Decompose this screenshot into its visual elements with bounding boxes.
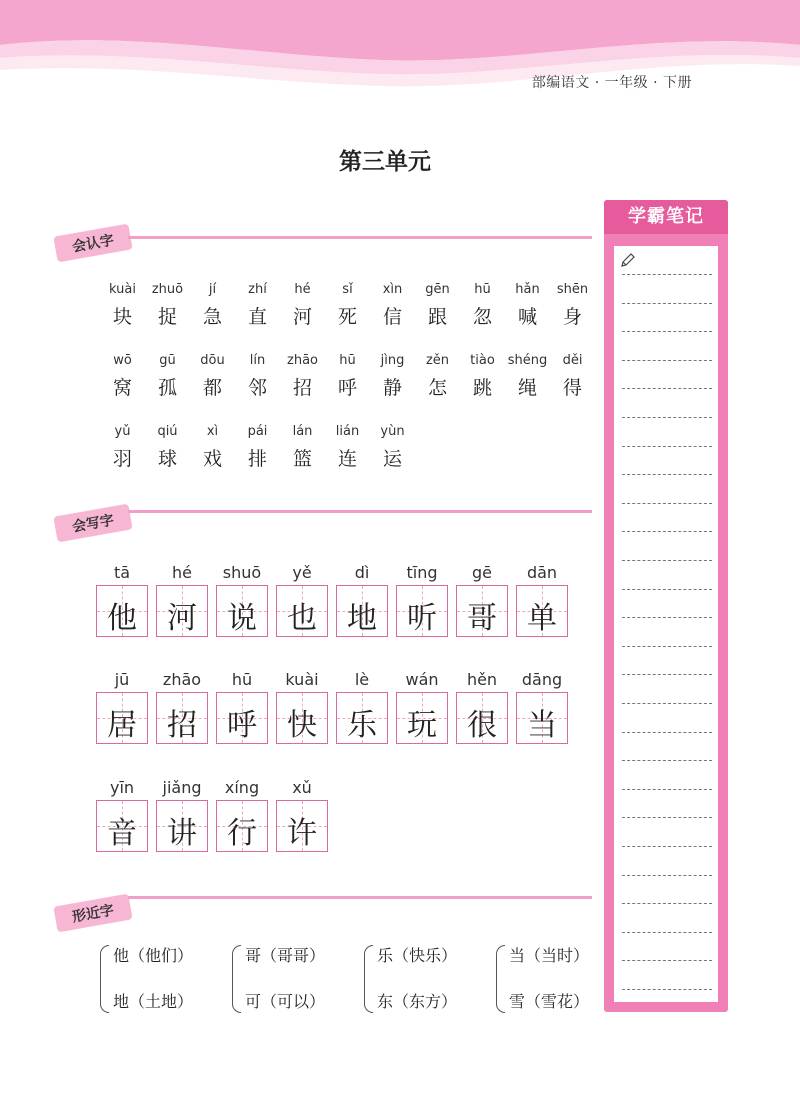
brace bbox=[364, 945, 373, 1013]
recognize-char bbox=[100, 282, 145, 329]
write-char bbox=[96, 670, 148, 744]
pinyin: hū bbox=[231, 670, 253, 689]
tian-grid-box bbox=[456, 692, 508, 744]
hanzi: 直 bbox=[247, 306, 267, 328]
pinyin: dì bbox=[354, 563, 370, 582]
note-line bbox=[622, 589, 712, 590]
hanzi: 运 bbox=[382, 448, 402, 470]
recognize-char bbox=[460, 353, 505, 400]
tian-grid-box bbox=[276, 692, 328, 744]
pinyin: hé bbox=[294, 282, 311, 297]
tian-grid-box bbox=[276, 800, 328, 852]
write-char bbox=[396, 563, 448, 637]
note-line bbox=[622, 417, 712, 418]
hanzi: 急 bbox=[202, 306, 222, 328]
hanzi: 呼 bbox=[337, 377, 357, 399]
note-line bbox=[622, 903, 712, 904]
hanzi: 哥 bbox=[467, 601, 497, 636]
pinyin: hǎn bbox=[515, 282, 540, 297]
write-row bbox=[96, 563, 576, 637]
recognize-char bbox=[370, 282, 415, 329]
hanzi: 捉 bbox=[157, 306, 177, 328]
pinyin: yīn bbox=[109, 778, 135, 797]
note-line bbox=[622, 960, 712, 961]
hanzi: 绳 bbox=[517, 377, 537, 399]
hanzi: 羽 bbox=[112, 448, 132, 470]
write-char bbox=[216, 778, 268, 852]
brace bbox=[232, 945, 241, 1013]
tian-grid-box bbox=[396, 692, 448, 744]
tian-grid-box bbox=[516, 585, 568, 637]
pinyin: yě bbox=[292, 563, 312, 582]
recognize-char bbox=[280, 353, 325, 400]
write-char bbox=[456, 563, 508, 637]
note-line bbox=[622, 674, 712, 675]
pinyin: pái bbox=[247, 424, 268, 439]
hanzi: 静 bbox=[382, 377, 402, 399]
pinyin: yǔ bbox=[114, 424, 131, 439]
hanzi: 行 bbox=[227, 816, 257, 851]
pinyin: dōu bbox=[200, 353, 225, 368]
note-line bbox=[622, 846, 712, 847]
hanzi: 呼 bbox=[227, 708, 257, 743]
recognize-char bbox=[460, 282, 505, 329]
pinyin: lè bbox=[354, 670, 370, 689]
tian-grid-box bbox=[336, 585, 388, 637]
hanzi: 也 bbox=[287, 601, 317, 636]
tian-grid-box bbox=[336, 692, 388, 744]
write-char bbox=[396, 670, 448, 744]
recognize-char bbox=[235, 353, 280, 400]
hanzi: 跟 bbox=[427, 306, 447, 328]
recognize-char bbox=[235, 282, 280, 329]
similar-char-item: 乐（快乐） bbox=[377, 946, 458, 965]
tian-grid-box bbox=[96, 585, 148, 637]
hanzi: 连 bbox=[337, 448, 357, 470]
pinyin: yùn bbox=[380, 424, 405, 439]
note-line bbox=[622, 503, 712, 504]
pinyin: hé bbox=[172, 563, 192, 582]
recognize-char bbox=[415, 282, 460, 329]
write-char bbox=[336, 563, 388, 637]
pinyin: sǐ bbox=[342, 282, 353, 297]
pinyin: jū bbox=[114, 670, 130, 689]
page-title: 第三单元 bbox=[339, 149, 431, 175]
write-char bbox=[216, 670, 268, 744]
similar-char-item: 地（土地） bbox=[113, 992, 194, 1011]
write-char bbox=[96, 778, 148, 852]
note-line bbox=[622, 875, 712, 876]
tian-grid-box bbox=[96, 800, 148, 852]
pinyin: wō bbox=[113, 353, 132, 368]
pinyin: jìng bbox=[380, 353, 405, 368]
notes-paper[interactable] bbox=[614, 246, 718, 1002]
notes-title: 学霸笔记 bbox=[604, 200, 728, 234]
hanzi: 河 bbox=[167, 601, 197, 636]
hanzi: 喊 bbox=[517, 306, 537, 328]
similar-char-item: 当（当时） bbox=[509, 946, 590, 965]
hanzi: 身 bbox=[562, 306, 582, 328]
recognize-char bbox=[325, 353, 370, 400]
recognize-char bbox=[145, 282, 190, 329]
note-line bbox=[622, 331, 712, 332]
recognize-char bbox=[325, 282, 370, 329]
tian-grid-box bbox=[156, 585, 208, 637]
hanzi: 说 bbox=[227, 601, 257, 636]
similar-char-item: 他（他们） bbox=[113, 946, 194, 965]
section-tag-write: 会写字 bbox=[53, 504, 132, 543]
tian-grid-box bbox=[216, 692, 268, 744]
recognize-char bbox=[145, 353, 190, 400]
pinyin: zhāo bbox=[162, 670, 202, 689]
pinyin: gū bbox=[159, 353, 176, 368]
note-line bbox=[622, 446, 712, 447]
tian-grid-box bbox=[156, 692, 208, 744]
hanzi: 球 bbox=[157, 448, 177, 470]
recognize-char bbox=[505, 353, 550, 400]
pinyin: tā bbox=[113, 563, 131, 582]
hanzi: 戏 bbox=[202, 448, 222, 470]
pinyin: shēn bbox=[556, 282, 589, 297]
write-char bbox=[336, 670, 388, 744]
hanzi: 招 bbox=[292, 377, 312, 399]
note-line bbox=[622, 703, 712, 704]
note-line bbox=[622, 531, 712, 532]
note-line bbox=[622, 360, 712, 361]
similar-char-item: 哥（哥哥） bbox=[245, 946, 326, 965]
hanzi: 当 bbox=[527, 708, 557, 743]
similar-char-item: 可（可以） bbox=[245, 992, 326, 1011]
pinyin: lín bbox=[249, 353, 266, 368]
recognize-char bbox=[190, 353, 235, 400]
similar-char-group bbox=[364, 945, 457, 1013]
recognize-char bbox=[325, 424, 370, 471]
recognize-row bbox=[100, 282, 595, 329]
write-char bbox=[96, 563, 148, 637]
hanzi: 听 bbox=[407, 601, 437, 636]
pinyin: shéng bbox=[507, 353, 548, 368]
hanzi: 快 bbox=[287, 708, 317, 743]
notes-panel bbox=[604, 200, 728, 1012]
pinyin: zhí bbox=[248, 282, 267, 297]
recognize-char bbox=[550, 282, 595, 329]
write-char bbox=[156, 563, 208, 637]
section-divider bbox=[128, 896, 592, 899]
recognize-row bbox=[100, 353, 595, 400]
hanzi: 音 bbox=[107, 816, 137, 851]
similar-char-item: 东（东方） bbox=[377, 992, 458, 1011]
section-tag-recognize: 会认字 bbox=[53, 224, 132, 263]
write-char bbox=[276, 778, 328, 852]
tian-grid-box bbox=[216, 800, 268, 852]
pinyin: xǔ bbox=[292, 778, 312, 797]
pinyin: kuài bbox=[285, 670, 319, 689]
hanzi: 招 bbox=[167, 708, 197, 743]
write-char bbox=[276, 563, 328, 637]
pinyin: hū bbox=[474, 282, 491, 297]
pinyin: tiào bbox=[470, 353, 495, 368]
pinyin: lián bbox=[335, 424, 360, 439]
recognize-char bbox=[370, 424, 415, 471]
similar-char-group bbox=[232, 945, 325, 1013]
pencil-icon bbox=[620, 252, 636, 268]
book-info: 部编语文 · 一年级 · 下册 bbox=[531, 75, 692, 91]
pinyin: hū bbox=[339, 353, 356, 368]
pinyin: gē bbox=[472, 563, 492, 582]
pinyin: xìn bbox=[382, 282, 403, 297]
hanzi: 孤 bbox=[157, 377, 177, 399]
pinyin: gēn bbox=[425, 282, 450, 297]
recognize-char bbox=[550, 353, 595, 400]
section-tag-similar: 形近字 bbox=[53, 894, 132, 933]
note-line bbox=[622, 789, 712, 790]
tian-grid-box bbox=[156, 800, 208, 852]
tian-grid-box bbox=[96, 692, 148, 744]
hanzi: 死 bbox=[337, 306, 357, 328]
similar-char-group bbox=[100, 945, 193, 1013]
recognize-char bbox=[280, 424, 325, 471]
tian-grid-box bbox=[276, 585, 328, 637]
hanzi: 排 bbox=[247, 448, 267, 470]
recognize-char bbox=[370, 353, 415, 400]
recognize-char bbox=[415, 353, 460, 400]
write-char bbox=[156, 778, 208, 852]
recognize-char bbox=[280, 282, 325, 329]
recognize-char bbox=[505, 282, 550, 329]
similar-char-item: 雪（雪花） bbox=[509, 992, 590, 1011]
write-row bbox=[96, 670, 576, 744]
recognize-char bbox=[190, 424, 235, 471]
pinyin: zhāo bbox=[287, 353, 318, 368]
hanzi: 块 bbox=[112, 306, 132, 328]
recognize-char bbox=[100, 424, 145, 471]
hanzi: 居 bbox=[107, 708, 137, 743]
note-line bbox=[622, 274, 712, 275]
pinyin: shuō bbox=[222, 563, 262, 582]
hanzi: 篮 bbox=[292, 448, 312, 470]
note-line bbox=[622, 560, 712, 561]
tian-grid-box bbox=[456, 585, 508, 637]
hanzi: 忽 bbox=[472, 306, 492, 328]
hanzi: 单 bbox=[527, 601, 557, 636]
write-char bbox=[276, 670, 328, 744]
brace bbox=[496, 945, 505, 1013]
pinyin: xì bbox=[206, 424, 219, 439]
note-line bbox=[622, 932, 712, 933]
recognize-row bbox=[100, 424, 415, 471]
section-divider bbox=[128, 236, 592, 239]
write-char bbox=[516, 563, 568, 637]
note-line bbox=[622, 388, 712, 389]
pinyin: hěn bbox=[466, 670, 498, 689]
hanzi: 都 bbox=[202, 377, 222, 399]
hanzi: 讲 bbox=[167, 816, 197, 851]
note-line bbox=[622, 760, 712, 761]
pinyin: tīng bbox=[406, 563, 438, 582]
note-line bbox=[622, 617, 712, 618]
pinyin: zhuō bbox=[151, 282, 184, 297]
recognize-char bbox=[235, 424, 280, 471]
pinyin: jí bbox=[208, 282, 217, 297]
tian-grid-box bbox=[396, 585, 448, 637]
tian-grid-box bbox=[516, 692, 568, 744]
pinyin: kuài bbox=[109, 282, 136, 297]
pinyin: děi bbox=[562, 353, 583, 368]
hanzi: 信 bbox=[382, 306, 402, 328]
similar-char-group bbox=[496, 945, 589, 1013]
hanzi: 河 bbox=[292, 306, 312, 328]
pinyin: lán bbox=[292, 424, 313, 439]
recognize-char bbox=[100, 353, 145, 400]
pinyin: dāng bbox=[521, 670, 563, 689]
hanzi: 窝 bbox=[112, 377, 132, 399]
hanzi: 玩 bbox=[407, 708, 437, 743]
pinyin: qiú bbox=[157, 424, 178, 439]
pinyin: xíng bbox=[224, 778, 260, 797]
hanzi: 怎 bbox=[427, 377, 447, 399]
section-divider bbox=[128, 510, 592, 513]
note-line bbox=[622, 303, 712, 304]
write-char bbox=[456, 670, 508, 744]
pinyin: dān bbox=[526, 563, 558, 582]
hanzi: 邻 bbox=[247, 377, 267, 399]
pinyin: jiǎng bbox=[162, 778, 202, 797]
hanzi: 很 bbox=[467, 708, 497, 743]
recognize-char bbox=[145, 424, 190, 471]
recognize-char bbox=[190, 282, 235, 329]
note-line bbox=[622, 817, 712, 818]
brace bbox=[100, 945, 109, 1013]
tian-grid-box bbox=[216, 585, 268, 637]
note-line bbox=[622, 646, 712, 647]
pinyin: zěn bbox=[425, 353, 450, 368]
hanzi: 许 bbox=[287, 816, 317, 851]
hanzi: 得 bbox=[562, 377, 582, 399]
hanzi: 乐 bbox=[347, 708, 377, 743]
write-char bbox=[216, 563, 268, 637]
pinyin: wán bbox=[405, 670, 439, 689]
hanzi: 他 bbox=[107, 601, 137, 636]
write-char bbox=[516, 670, 568, 744]
write-row bbox=[96, 778, 336, 852]
note-line bbox=[622, 732, 712, 733]
write-char bbox=[156, 670, 208, 744]
hanzi: 跳 bbox=[472, 377, 492, 399]
hanzi: 地 bbox=[347, 601, 377, 636]
note-line bbox=[622, 474, 712, 475]
note-line bbox=[622, 989, 712, 990]
